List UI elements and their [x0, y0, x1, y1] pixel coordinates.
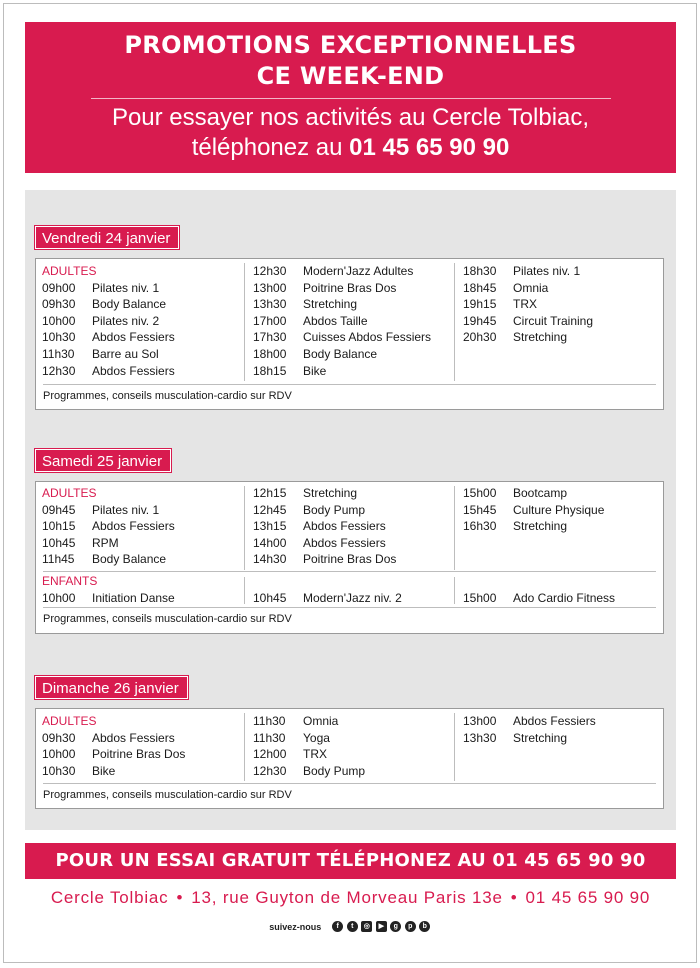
promo-title-line1: PROMOTIONS EXCEPTIONNELLES [124, 31, 577, 59]
schedule-row [253, 746, 365, 763]
schedule-row [253, 763, 365, 780]
schedule-row [463, 590, 615, 607]
saturday-kids-col-2 [253, 590, 402, 607]
address-line [25, 888, 676, 908]
class-time: 12h30 [253, 264, 287, 278]
column-divider [454, 263, 455, 381]
class-name: Abdos Fessiers [92, 330, 175, 345]
schedule-row [463, 313, 593, 330]
social-bar [0, 921, 700, 932]
class-name: Stretching [513, 519, 568, 534]
schedule-row [463, 518, 604, 535]
class-name: Abdos Fessiers [92, 730, 175, 745]
day-label-friday: Vendredi 24 janvier [35, 226, 179, 249]
schedule-row [253, 296, 431, 313]
column-divider [454, 486, 455, 570]
schedule-row [42, 535, 175, 552]
blog-icon[interactable]: b [419, 921, 430, 932]
bullet-separator: • [176, 888, 184, 907]
class-name: Abdos Fessiers [92, 363, 175, 378]
category-label: ADULTES [42, 264, 97, 278]
column-divider [244, 486, 245, 570]
schedule-row [253, 485, 396, 502]
class-time: 13h00 [463, 714, 497, 728]
class-name: Poitrine Bras Dos [303, 280, 397, 295]
class-name: Bike [92, 763, 116, 778]
schedule-row [253, 551, 396, 568]
club-phone-link[interactable]: 01 45 65 90 90 [525, 888, 651, 907]
class-time: 16h30 [463, 519, 497, 534]
schedule-row [42, 763, 185, 780]
class-time: 17h00 [253, 313, 287, 328]
class-time: 18h15 [253, 363, 287, 378]
class-name: Initiation Danse [92, 590, 175, 605]
schedule-row [42, 346, 175, 363]
class-name: Bootcamp [513, 486, 568, 500]
promo-header [25, 22, 676, 173]
schedule-row [253, 363, 431, 380]
class-name: Cuisses Abdos Fessiers [303, 330, 432, 345]
schedule-row [463, 730, 596, 747]
cta-banner[interactable]: POUR UN ESSAI GRATUIT TÉLÉPHONEZ AU 01 45 65 90 90 [25, 843, 676, 879]
schedule-row [463, 485, 604, 502]
class-time: 13h30 [253, 297, 287, 312]
class-name: Abdos Fessiers [303, 535, 386, 550]
schedule-row [463, 329, 593, 346]
note-text: Programmes, conseils musculation-cardio sur RDV [43, 789, 292, 801]
instagram-icon[interactable]: ◎ [361, 921, 372, 932]
column-divider [454, 577, 455, 604]
schedule-row [463, 280, 593, 297]
class-name: Bike [303, 363, 327, 378]
saturday-col-1 [42, 485, 175, 568]
class-time: 18h30 [463, 264, 497, 278]
saturday-col-2 [253, 485, 396, 568]
class-time: 12h15 [253, 486, 287, 500]
schedule-row [42, 363, 175, 380]
section-divider [43, 571, 656, 572]
schedule-row [253, 329, 431, 346]
schedule-row [42, 313, 175, 330]
schedule-card-saturday [35, 481, 664, 634]
class-name: Pilates niv. 1 [92, 280, 160, 295]
facebook-icon[interactable]: f [332, 921, 343, 932]
class-name: Stretching [303, 486, 358, 500]
class-name: Modern'Jazz Adultes [303, 264, 414, 278]
friday-col-2 [253, 263, 431, 379]
twitter-icon[interactable]: t [347, 921, 358, 932]
note-text: Programmes, conseils musculation-cardio sur RDV [43, 390, 292, 402]
class-time: 19h45 [463, 313, 497, 328]
schedule-row [253, 535, 396, 552]
class-time: 11h30 [253, 730, 286, 745]
schedule-row [463, 713, 596, 730]
class-time: 18h45 [463, 280, 497, 295]
schedule-row [42, 551, 175, 568]
category-label: ADULTES [42, 486, 97, 500]
header-divider [91, 98, 611, 99]
class-time: 14h00 [253, 535, 287, 550]
class-time: 10h30 [42, 763, 76, 778]
schedule-row [42, 590, 175, 607]
class-name: Stretching [513, 330, 568, 345]
class-time: 10h00 [42, 747, 76, 762]
class-name: Pilates niv. 1 [92, 502, 160, 517]
class-name: Yoga [303, 730, 330, 745]
schedule-row [42, 518, 175, 535]
class-time: 09h30 [42, 730, 76, 745]
class-name: Stretching [513, 730, 568, 745]
class-name: Abdos Fessiers [513, 714, 596, 728]
class-time: 20h30 [463, 330, 497, 345]
pinterest-icon[interactable]: p [405, 921, 416, 932]
schedule-row [253, 713, 365, 730]
note-text: Programmes, conseils musculation-cardio sur RDV [43, 613, 292, 625]
schedule-row [253, 502, 396, 519]
sunday-col-3 [463, 713, 596, 746]
saturday-kids-col-1 [42, 573, 175, 606]
subtitle-prefix: téléphonez au [191, 134, 350, 161]
class-name: Omnia [513, 280, 549, 295]
schedule-row [42, 746, 185, 763]
bullet-separator: • [510, 888, 518, 907]
class-time: 13h15 [253, 519, 287, 534]
schedule-row [42, 280, 175, 297]
class-time: 15h00 [463, 591, 497, 605]
class-time: 12h00 [253, 747, 287, 762]
schedule-row [253, 518, 396, 535]
club-name: Cercle Tolbiac [50, 888, 169, 907]
class-time: 12h30 [253, 763, 287, 778]
class-time: 10h00 [42, 590, 76, 605]
class-time: 13h30 [463, 730, 497, 745]
saturday-col-3 [463, 485, 604, 535]
class-name: Poitrine Bras Dos [303, 552, 397, 567]
class-name: TRX [513, 297, 537, 312]
class-name: Culture Physique [513, 502, 605, 517]
class-time: 11h30 [253, 714, 286, 728]
sunday-col-2 [253, 713, 365, 779]
class-name: Omnia [303, 714, 339, 728]
schedule-row [463, 263, 593, 280]
class-name: Abdos Fessiers [92, 519, 175, 534]
class-time: 12h30 [42, 363, 76, 378]
schedule-row [253, 346, 431, 363]
class-time: 15h00 [463, 486, 497, 500]
column-divider [244, 713, 245, 781]
header-phone-link[interactable]: 01 45 65 90 90 [349, 134, 510, 161]
class-name: Stretching [303, 297, 358, 312]
saturday-kids-col-3 [463, 590, 615, 607]
class-name: Body Balance [303, 346, 378, 361]
schedule-row [42, 296, 175, 313]
class-name: RPM [92, 535, 119, 550]
class-time: 10h45 [253, 591, 287, 605]
class-name: Poitrine Bras Dos [92, 747, 186, 762]
promo-subtitle-line2 [25, 133, 676, 163]
column-divider [244, 577, 245, 604]
class-time: 10h30 [42, 330, 76, 345]
class-time: 09h30 [42, 297, 76, 312]
schedule-row [42, 730, 185, 747]
follow-label: suivez-nous [269, 921, 322, 932]
category-label: ADULTES [42, 714, 97, 728]
class-time: 14h30 [253, 552, 287, 567]
class-name: Body Pump [303, 502, 366, 517]
promo-subtitle-line1: Pour essayer nos activités au Cercle Tolbiac, [111, 104, 590, 131]
schedule-row [42, 502, 175, 519]
schedule-panel [25, 190, 676, 830]
schedule-row [463, 296, 593, 313]
class-name: Body Pump [303, 763, 366, 778]
day-label-sunday: Dimanche 26 janvier [35, 676, 188, 699]
class-name: Circuit Training [513, 313, 594, 328]
class-name: Modern'Jazz niv. 2 [303, 591, 402, 605]
column-divider [454, 713, 455, 781]
schedule-card-friday [35, 258, 664, 410]
class-time: 10h45 [42, 535, 76, 550]
schedule-row [253, 263, 431, 280]
class-name: Pilates niv. 2 [92, 313, 160, 328]
class-time: 10h15 [42, 519, 76, 534]
class-name: Body Balance [92, 552, 167, 567]
class-time: 13h00 [253, 280, 287, 295]
class-time: 19h15 [463, 297, 497, 312]
schedule-row [253, 590, 402, 607]
column-divider [244, 263, 245, 381]
class-name: Abdos Fessiers [303, 519, 386, 534]
class-name: Pilates niv. 1 [513, 264, 581, 278]
club-address: 13, rue Guyton de Morveau Paris 13e [191, 888, 503, 907]
class-time: 11h45 [42, 552, 75, 567]
sunday-col-1 [42, 713, 185, 779]
note-divider [43, 783, 656, 784]
class-name: Body Balance [92, 297, 167, 312]
class-time: 18h00 [253, 346, 287, 361]
friday-col-3 [463, 263, 593, 346]
class-time: 10h00 [42, 313, 76, 328]
schedule-row [42, 329, 175, 346]
class-name: Abdos Taille [303, 313, 368, 328]
schedule-row [253, 280, 431, 297]
note-divider [43, 607, 656, 608]
note-divider [43, 384, 656, 385]
schedule-row [463, 502, 604, 519]
schedule-card-sunday [35, 708, 664, 809]
class-name: TRX [303, 747, 327, 762]
class-time: 15h45 [463, 502, 497, 517]
class-time: 09h00 [42, 280, 76, 295]
class-time: 12h45 [253, 502, 287, 517]
schedule-row [253, 730, 365, 747]
class-name: Ado Cardio Fitness [513, 591, 616, 605]
day-label-saturday: Samedi 25 janvier [35, 449, 171, 472]
youtube-icon[interactable]: ▶ [376, 921, 387, 932]
promo-title-line2: CE WEEK-END [256, 62, 445, 90]
friday-col-1 [42, 263, 175, 379]
class-time: 09h45 [42, 502, 76, 517]
schedule-row [253, 313, 431, 330]
class-time: 17h30 [253, 330, 287, 345]
category-label-kids: ENFANTS [42, 574, 98, 588]
class-name: Barre au Sol [92, 346, 159, 361]
google-plus-icon[interactable]: g [390, 921, 401, 932]
class-time: 11h30 [42, 346, 75, 361]
